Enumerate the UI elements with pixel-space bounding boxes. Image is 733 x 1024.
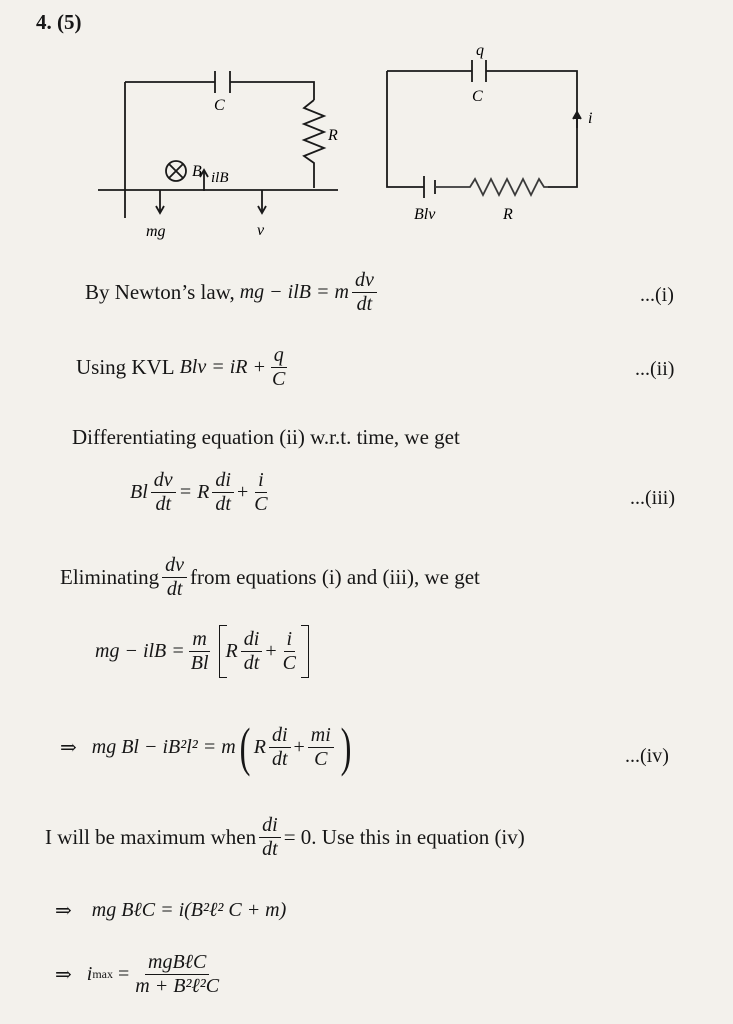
equation-newton: By Newton’s law, mg − ilB = m $\frac{dv}{dt}$ — [85, 270, 380, 315]
maximum-condition-text: I will be maximum when $\frac{di}{dt}$ = 0. Use this in equation (iv) — [45, 814, 525, 860]
eliminating-text: Eliminating $\frac{dv}{dt}$ from equations (i) and (iii), we get — [60, 554, 480, 600]
capacitor2-label: C — [472, 88, 483, 105]
equation-tag-iv: ...(iv) — [625, 745, 669, 767]
differentiating-text: Differentiating equation (ii) w.r.t. time, we get — [72, 425, 460, 449]
velocity-label: v — [257, 222, 265, 239]
equation-tag-iii: ...(iii) — [630, 487, 675, 509]
equation-iv: ⇒ mg Bl − iB²l² = m ( R $\frac{di}{dt}$ + $\frac{mi}{C}$ ) — [60, 717, 352, 777]
equation-imax: ⇒ i max = $\frac{\text{mgBℓC}}{\text{m + B²ℓ²C}}$ — [55, 951, 220, 997]
capacitor-label: C — [214, 97, 225, 114]
equation-kvl: Using KVL Blv = iR + $\frac{q}{C}$ — [76, 344, 286, 390]
weight-label: mg — [146, 223, 166, 240]
rail-circuit-diagram — [90, 55, 380, 255]
resistor2-label: R — [503, 206, 513, 223]
equation-tag-ii: ...(ii) — [635, 358, 675, 380]
question-number: 4. (5) — [36, 10, 82, 34]
current-label: i — [588, 110, 593, 127]
force-ilb-label: ilB — [211, 170, 229, 186]
equation-differentiated: Bl $\frac{dv}{dt}$ = R $\frac{di}{dt}$ + $\frac{i}{C}$ — [130, 469, 268, 515]
charge-label: q — [476, 42, 484, 59]
equation-tag-i: ...(i) — [640, 284, 674, 306]
field-label: B — [192, 163, 202, 180]
equivalent-circuit-diagram — [372, 30, 612, 230]
emf-label: Blv — [414, 206, 436, 223]
equation-eliminated: mg − ilB = $\frac{m}{Bl}$ R $\frac{di}{dt}$ + $\frac{i}{C}$ — [95, 625, 313, 678]
equation-simplified: ⇒ mg BℓC = i(B²ℓ² C + m) — [55, 899, 287, 922]
resistor-label: R — [328, 127, 338, 144]
